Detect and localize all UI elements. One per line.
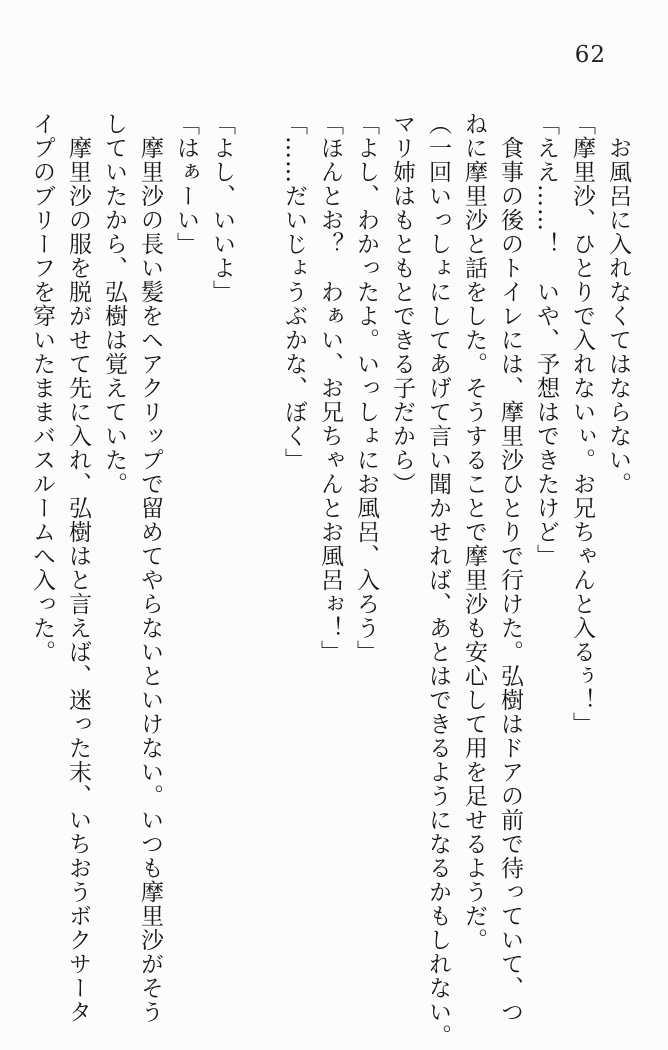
page-number: 62 [574, 42, 606, 68]
text-line: マリ姉はもともとできる子だから） [389, 112, 415, 496]
text-line: ねに摩里沙と話をした。そうすることで摩里沙も安心して用を足せるようだ。 [461, 112, 487, 952]
blank-line [240, 112, 276, 1024]
text-line: 「摩里沙、ひとりで入れないぃ。お兄ちゃんと入るぅ！」 [569, 112, 595, 736]
text-line: 食事の後のトイレには、摩里沙ひとりで行けた。弘樹はドアの前で待っていて、つ [497, 112, 523, 1024]
text-line: 「はぁーい」 [173, 112, 199, 256]
text-line: 「……だいじょうぶかな、ぼく」 [281, 112, 307, 472]
text-line: 「ええ……！ いや、予想はできたけど」 [533, 112, 559, 568]
text-line: 「よし、わかったよ。いっしょにお風呂、入ろう」 [353, 112, 379, 664]
text-line: （一回いっしょにしてあげて言い聞かせれば、あとはできるようになるかもしれない。 [425, 112, 451, 1048]
text-line: 摩里沙の服を脱がせて先に入れ、弘樹はと言えば、迷った末、いちおうボクサータ [65, 112, 91, 1024]
text-block [24, 112, 636, 1048]
text-line: お風呂に入れなくてはならない。 [605, 112, 631, 496]
text-line: していたから、弘樹は覚えていた。 [101, 112, 127, 496]
text-line: 「よし、いいよ」 [209, 112, 235, 304]
text-line: イプのブリーフを穿いたままバスルームへ入った。 [29, 112, 55, 664]
text-line: 「ほんとお？ わぁい、お兄ちゃんとお風呂ぉ！」 [317, 112, 343, 664]
text-line: 摩里沙の長い髪をヘアクリップで留めてやらないといけない。いつも摩里沙がそう [137, 112, 163, 1024]
